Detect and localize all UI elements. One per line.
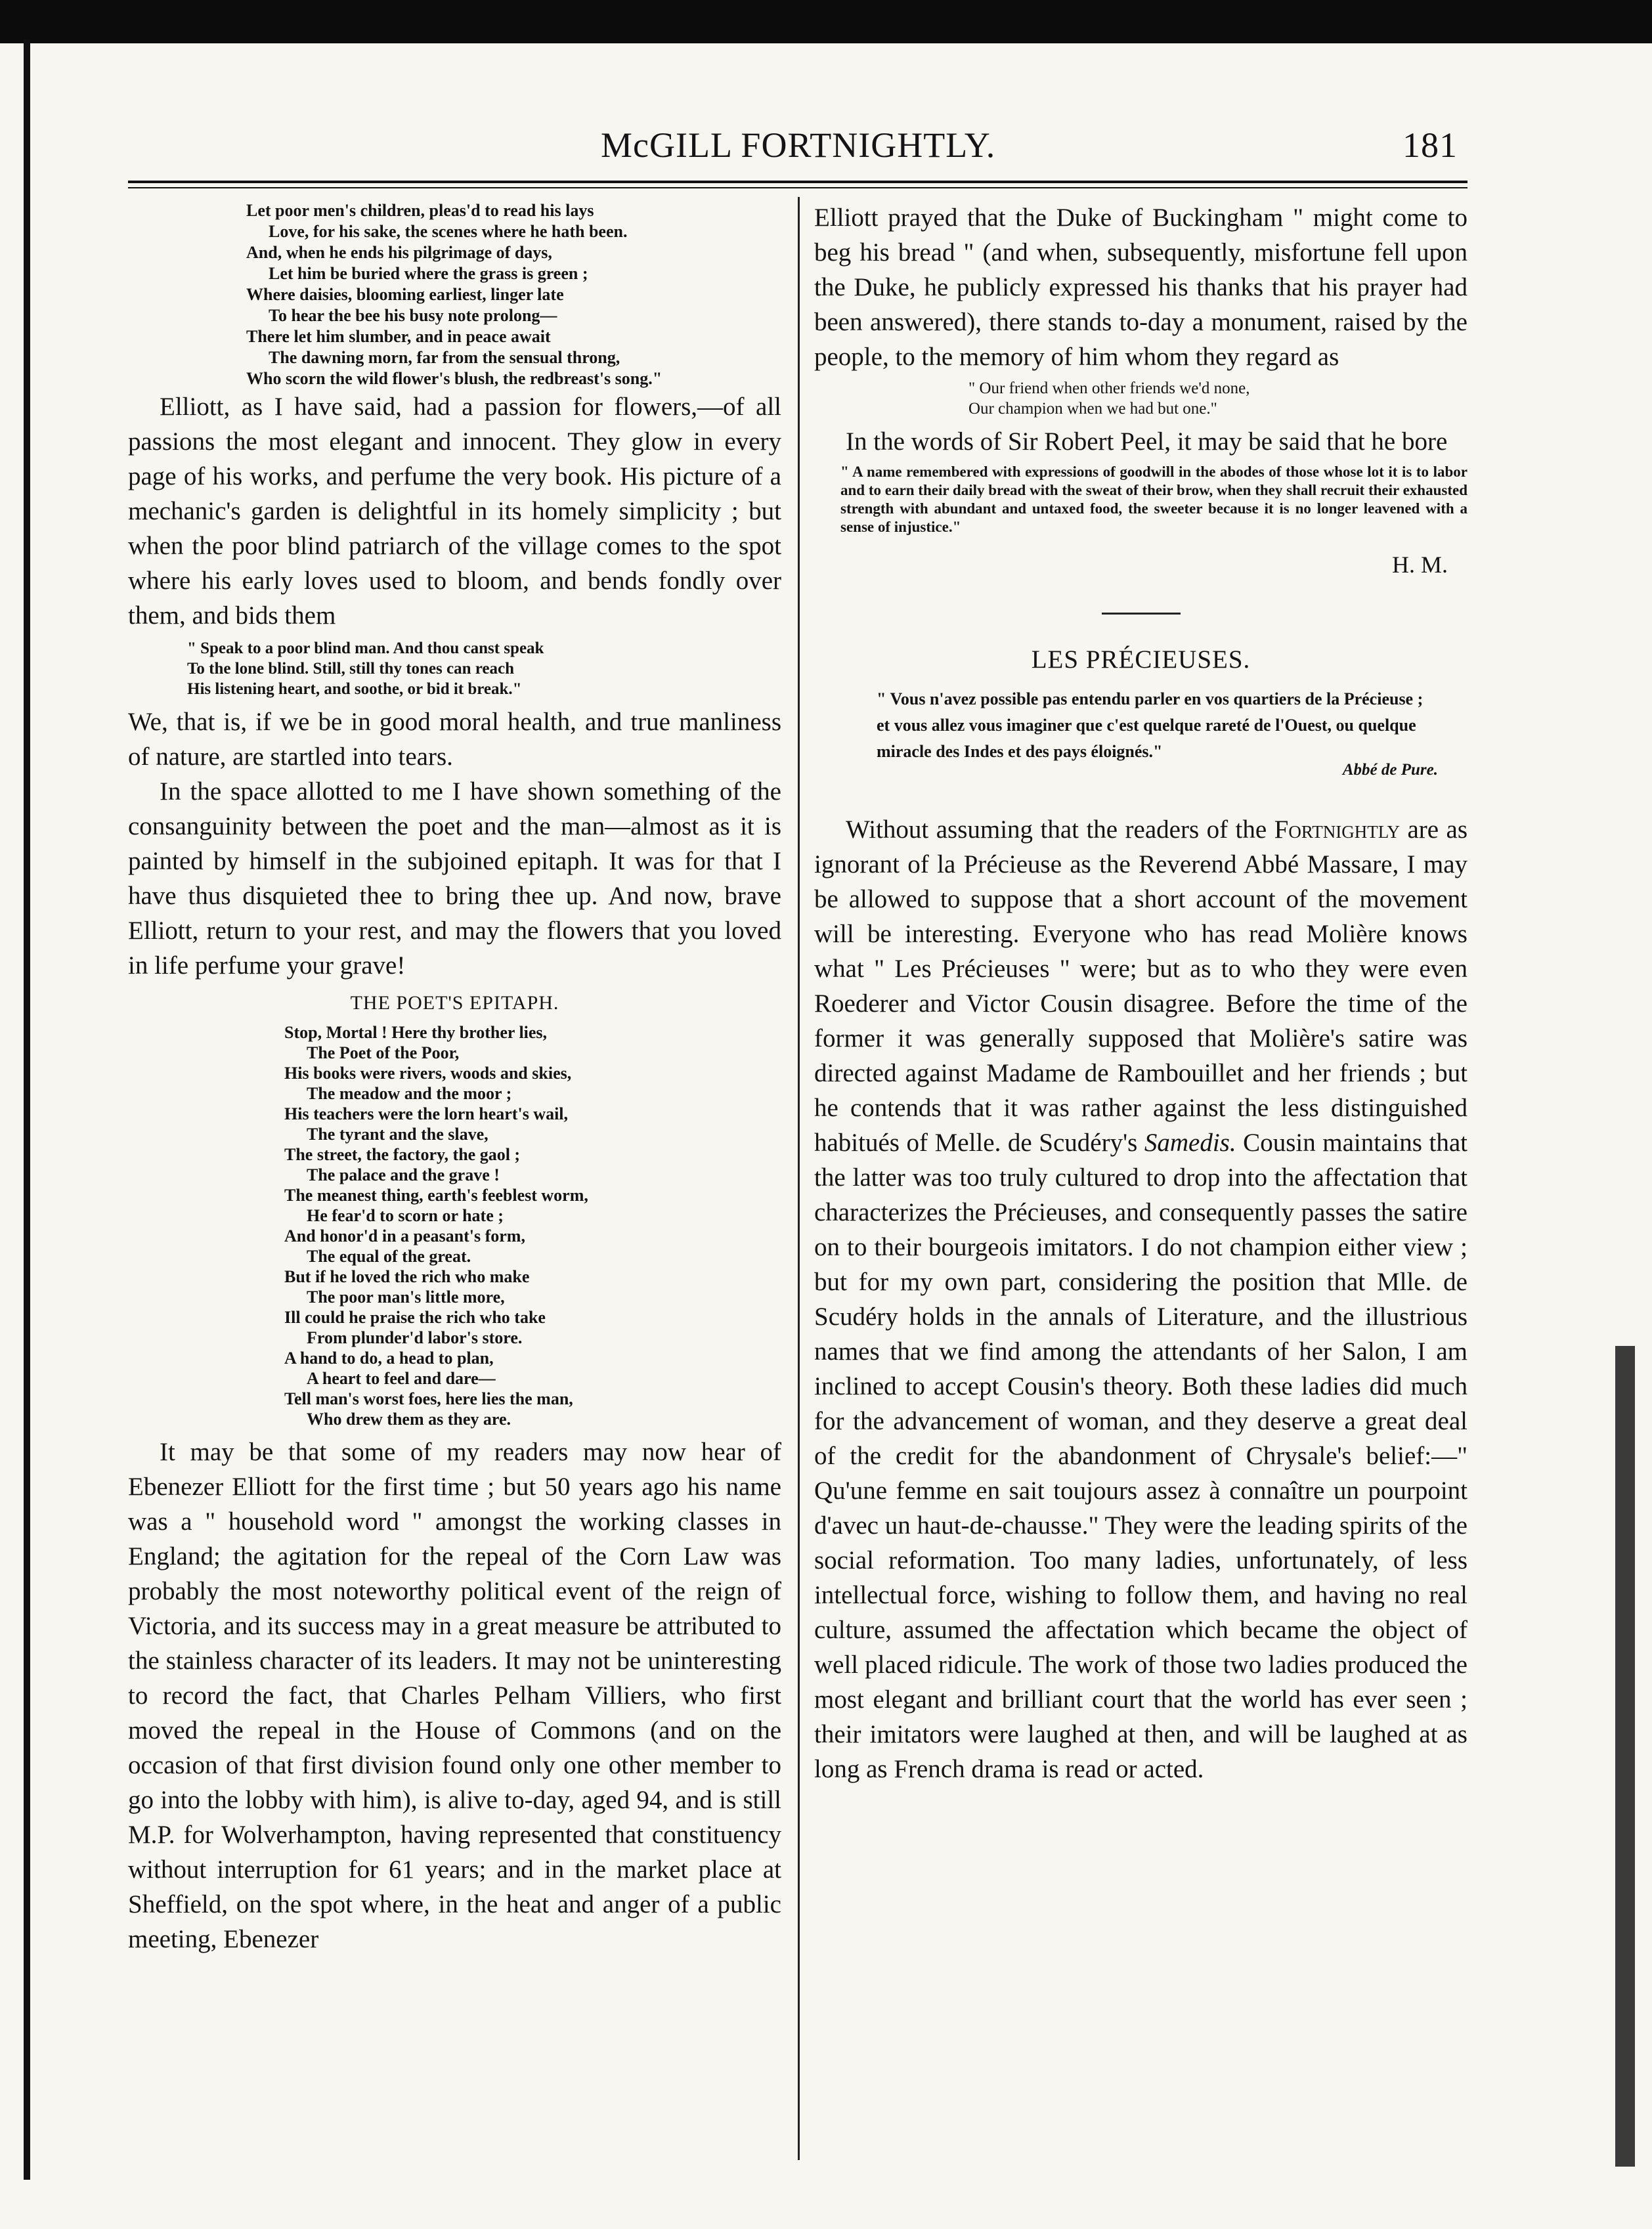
paragraph: Elliott prayed that the Duke of Buckingham " might come to beg his bread " (and when, subsequently, misfortune fell upon the Duke, he publicly expressed his thanks that his prayer had been answered), there stands to-day a monument, raised by the people, to the memory of him whom they regard as [814,204,1467,371]
epitaph-line: The tyrant and the slave, [307,1125,489,1144]
epitaph-line: The equal of the great. [307,1247,471,1266]
quote-line: " Speak to a poor blind man. And thou canst speak [187,639,544,657]
epitaph-line: But if he loved the rich who make [284,1267,530,1286]
quote-line: Our champion when we had but one." [968,400,1217,418]
top-border [0,0,1652,43]
section-title: LES PRÉCIEUSES. [1031,645,1251,674]
epitaph-poem [284,1022,781,1429]
left-column [128,200,781,1957]
verse-line: Who scorn the wild flower's blush, the redbreast's song." [246,369,663,388]
italic-title: Samedis. [1144,1129,1236,1157]
left-margin-rule [24,39,30,2180]
journal-name: Fortnightly [1274,815,1400,844]
epitaph-line: His teachers were the lorn heart's wail, [284,1104,569,1123]
header-rule-thin [128,187,1467,188]
epitaph-line: Tell man's worst foes, here lies the man, [284,1389,573,1408]
paragraph: In the words of Sir Robert Peel, it may be said that he bore [846,427,1448,456]
section-divider [1102,613,1181,615]
epitaph-line: Ill could he praise the rich who take [284,1308,546,1327]
quote-line: To the lone blind. Still, still thy tones can reach [187,660,514,678]
text-run: Without assuming that the readers of the [846,815,1274,844]
epitaph-line: The poor man's little more, [307,1288,505,1307]
verse-line: There let him slumber, and in peace await [246,327,551,346]
epitaph-line: The street, the factory, the gaol ; [284,1145,521,1164]
verse-line: The dawning morn, far from the sensual throng, [269,348,620,367]
verse-line: Where daisies, blooming earliest, linger late [246,285,564,304]
header-rule [128,181,1467,183]
epitaph-line: His books were rivers, woods and skies, [284,1064,572,1083]
paragraph [814,812,1467,1786]
running-header [128,125,1458,177]
right-column [814,200,1467,1786]
column-divider [798,197,800,2160]
blind-man-quote [187,638,781,699]
verse-line: Love, for his sake, the scenes where he hath been. [269,222,628,241]
verse-line: And, when he ends his pilgrimage of days, [246,243,552,262]
paragraph: It may be that some of my readers may now hear of Ebenezer Elliott for the first time ; but 50 years ago his name was a " household word " amongst the working classes in England; the agitation for the repeal of the Corn Law was probably the most noteworthy political event of the reign of Victoria, and its success may in a great measure be attributed to the stainless character of its leaders. It may not be uninteresting to record the fact, that Charles Pelham Villiers, who first moved the repeal in the House of Commons (and on the occasion of that first division found only one other member to go into the lobby with him), is alive to-day, aged 94, and is still M.P. for Wolverhampton, having represented that constituency without interruption for 61 years; and in the market place at Sheffield, on the spot where, in the heat and anger of a public meeting, Ebenezer [128,1438,781,1953]
verse-line: Let him be buried where the grass is green ; [269,264,588,283]
epitaph-title: THE POET'S EPITAPH. [350,992,559,1014]
verse-line: Let poor men's children, pleas'd to read his lays [246,201,594,220]
quote-line: His listening heart, and soothe, or bid it break." [187,680,522,698]
verse-line: To hear the bee his busy note prolong— [269,306,557,325]
page-number: 181 [1402,125,1458,165]
paragraph: In the space allotted to me I have shown something of the consanguinity between the poet and the man—almost as it is painted by himself in the subjoined epitaph. It was for that I have thus disquieted thee to bring thee up. And now, brave Elliott, return to your rest, and may the flowers that you loved in life perfume your grave! [128,777,781,980]
epigraph: " Vous n'avez possible pas entendu parler en vos quartiers de la Précieuse ; et vous allez vous imaginer que c'est quelque rareté de l'Ouest, ou quelque miracle des Indes et des pays éloignés." [877,689,1424,761]
author-signature: H. M. [1391,552,1448,578]
epitaph-line: The palace and the grave ! [307,1165,500,1184]
paragraph: We, that is, if we be in good moral health, and true manliness of nature, are startled into tears. [128,708,781,771]
epitaph-line: He fear'd to scorn or hate ; [307,1206,504,1225]
epitaph-line: Stop, Mortal ! Here thy brother lies, [284,1023,548,1042]
text-run: Cousin maintains that the latter was too truly cultured to drop into the affectation that characterizes the Précieuses, and consequently passes the satire on to their bourgeois imitators. I do not champion either view ; but for my own part, considering the position that Mlle. de Scudéry holds in the annals of Literature, and the illustrious names that we find among the attendants of her Salon, I am inclined to accept Cousin's theory. Both these ladies did much for the advancement of woman, and they deserve a great deal of the credit for the abandonment of Chrysale's belief:—" Qu'une femme en sait toujours assez à connaître un pourpoint d'avec un haut-de-chausse." They were the leading spirits of the social reformation. Too many ladies, unfortunately, of less intellectual force, wishing to follow them, and having no real culture, assumed the affectation which became the object of well placed ridicule. The work of those two ladies produced the most elegant and brilliant court that the world has ever seen ; their imitators were laughed at then, and will be laughed at as long as French drama is read or acted. [814,1129,1467,1783]
epigraph-attribution: Abbé de Pure. [1342,761,1438,779]
epitaph-line: The meanest thing, earth's feeblest worm, [284,1186,588,1205]
text-run: are as ignorant of la Précieuse as the Reverend Abbé Massare, I may be allowed to suppose that a short account of the movement will be interesting. Everyone who has read Molière knows what " Les Précieuses " were; but as to who they were even Roederer and Victor Cousin disagree. Before the time of the former it was generally supposed that Molière's satire was directed against Madame de Rambouillet and her friends ; but he contends that it was rather against the less distinguished habitués of Melle. de Scudéry's [814,815,1467,1157]
epitaph-line: And honor'd in a peasant's form, [284,1226,525,1245]
verse-quote [246,200,781,389]
journal-title: McGILL FORTNIGHTLY. [601,125,996,165]
peel-quote: " A name remembered with expressions of goodwill in the abodes of those whose lot it is to labor and to earn their daily bread with the sweat of their brow, when they shall recruit their exhausted strength with abundant and untaxed food, the sweeter because it is no longer leavened with a sense of injustice." [840,464,1467,535]
friend-quote [968,378,1467,419]
epitaph-line: A hand to do, a head to plan, [284,1349,494,1368]
paragraph: Elliott, as I have said, had a passion for flowers,—of all passions the most elegant and innocent. They glow in every page of his works, and perfume the very book. His picture of a mechanic's garden is delightful in its homely simplicity ; but when the poor blind patriarch of the village comes to the spot where his early loves used to bloom, and bends fondly over them, and bids them [128,393,781,630]
epitaph-line: Who drew them as they are. [307,1410,511,1429]
page-edge-shadow [1615,1346,1635,2167]
epitaph-line: The Poet of the Poor, [307,1043,460,1062]
epitaph-line: A heart to feel and dare— [307,1369,496,1388]
epitaph-line: From plunder'd labor's store. [307,1328,523,1347]
epitaph-line: The meadow and the moor ; [307,1084,512,1103]
quote-line: " Our friend when other friends we'd none, [968,379,1250,397]
